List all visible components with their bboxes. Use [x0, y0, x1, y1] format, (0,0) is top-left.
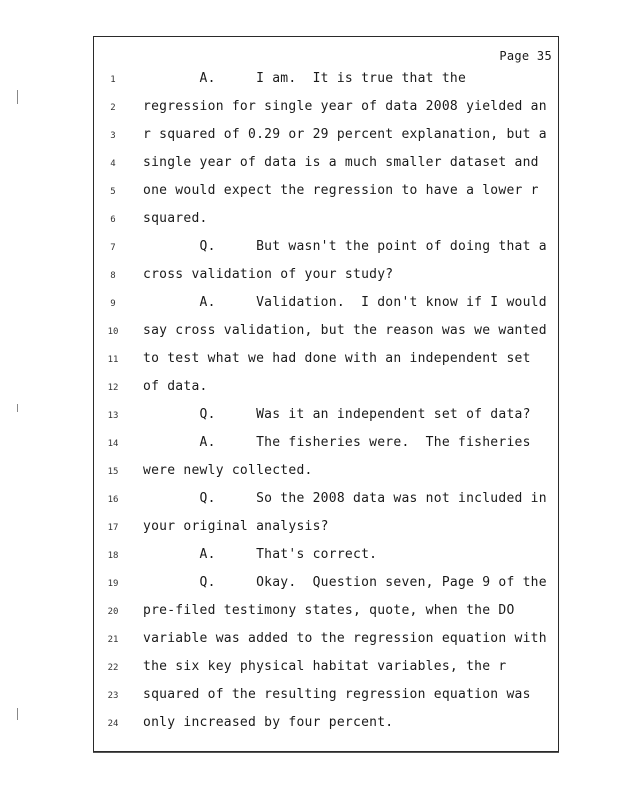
transcript-line: your original analysis?	[143, 519, 329, 534]
transcript-line: one would expect the regression to have a lower r	[143, 183, 539, 198]
line-number: 8	[110, 271, 116, 281]
transcript-line: only increased by four percent.	[143, 715, 394, 730]
transcript-line: A. Validation. I don't know if I would	[143, 295, 547, 310]
line-number: 21	[107, 635, 119, 645]
transcript-line: were newly collected.	[143, 463, 313, 478]
transcript-line: A. The fisheries were. The fisheries	[143, 435, 531, 450]
line-number: 12	[107, 383, 119, 393]
line-number: 23	[107, 691, 119, 701]
line-number: 10	[107, 327, 119, 337]
transcript-line: squared of the resulting regression equation was	[143, 687, 531, 702]
margin-mark-middle	[17, 404, 18, 412]
line-number: 22	[107, 663, 119, 673]
transcript-line: to test what we had done with an independent set	[143, 351, 531, 366]
line-number: 20	[107, 607, 119, 617]
line-number: 24	[107, 719, 119, 729]
line-number: 18	[107, 551, 119, 561]
transcript-line: r squared of 0.29 or 29 percent explanation, but a	[143, 127, 547, 142]
transcript-line: A. That's correct.	[143, 547, 378, 562]
transcript-page	[93, 36, 559, 752]
line-number: 17	[107, 523, 119, 533]
transcript-line: regression for single year of data 2008 yielded an	[143, 99, 547, 114]
transcript-line: A. I am. It is true that the	[143, 71, 467, 86]
transcript-line: cross validation of your study?	[143, 267, 394, 282]
line-number: 1	[110, 75, 116, 85]
transcript-line: Q. Okay. Question seven, Page 9 of the	[143, 575, 547, 590]
line-number: 2	[110, 103, 116, 113]
transcript-line: single year of data is a much smaller dataset and	[143, 155, 539, 170]
line-number: 16	[107, 495, 119, 505]
line-number: 4	[110, 159, 116, 169]
page-number: Page 35	[499, 49, 552, 63]
transcript-line: of data.	[143, 379, 208, 394]
line-number: 6	[110, 215, 116, 225]
transcript-line: variable was added to the regression equation with	[143, 631, 547, 646]
transcript-line: Q. Was it an independent set of data?	[143, 407, 531, 422]
transcript-line: say cross validation, but the reason was we wanted	[143, 323, 547, 338]
line-number: 3	[110, 131, 116, 141]
transcript-line: squared.	[143, 211, 208, 226]
line-number: 19	[107, 579, 119, 589]
transcript-line: the six key physical habitat variables, the r	[143, 659, 507, 674]
transcript-line: Q. But wasn't the point of doing that a	[143, 239, 547, 254]
line-number: 14	[107, 439, 119, 449]
line-number: 11	[107, 355, 119, 365]
line-number: 5	[110, 187, 116, 197]
transcript-line: Q. So the 2008 data was not included in	[143, 491, 547, 506]
transcript-line: pre-filed testimony states, quote, when the DO	[143, 603, 515, 618]
margin-mark-bottom	[17, 708, 18, 720]
page-bottom-rule	[93, 752, 559, 753]
margin-mark-top	[17, 90, 18, 104]
line-number: 7	[110, 243, 116, 253]
line-number: 15	[107, 467, 119, 477]
line-number: 9	[110, 299, 116, 309]
line-number: 13	[107, 411, 119, 421]
